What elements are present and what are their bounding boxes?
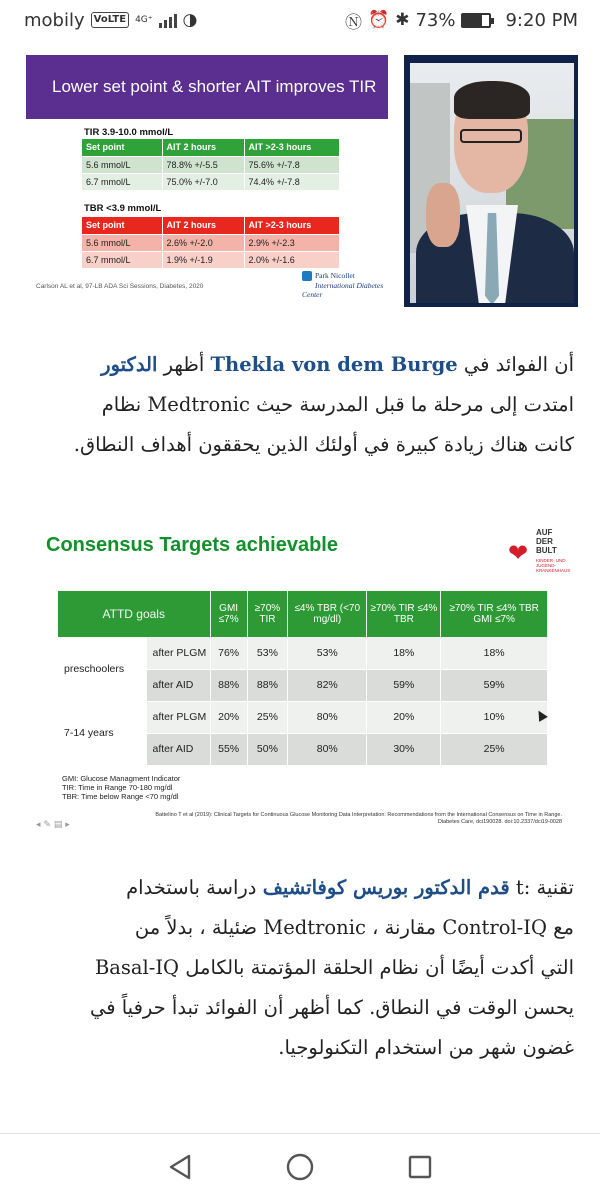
table-cell: 74.4% +/-7.8 xyxy=(244,173,340,190)
table-row xyxy=(82,251,340,268)
battery-icon xyxy=(461,13,491,28)
table-cell: 20% xyxy=(367,701,441,733)
next-slide-icon[interactable]: ▸ xyxy=(65,820,70,830)
table-cell: 75.0% +/-7.0 xyxy=(162,173,244,190)
table-cell: 88% xyxy=(247,669,287,701)
network-type: 4G⁺ xyxy=(135,14,153,25)
table-header-row xyxy=(82,217,340,234)
slide2-citation xyxy=(142,812,562,826)
paragraph-line: كانت هناك زيادة كبيرة في أولئك الذين يحققون أهداف النطاق. xyxy=(73,433,574,456)
row-label: after AID xyxy=(146,669,210,701)
video-screenshot[interactable] xyxy=(26,55,578,307)
slide1-title: Lower set point & shorter AIT improves TIR xyxy=(26,55,388,119)
table-header-row xyxy=(58,591,548,637)
tir-table-title: TIR 3.9-10.0 mmol/L xyxy=(84,127,174,138)
table-cell: 10% xyxy=(441,701,548,733)
table-header-cell: ATTD goals xyxy=(58,591,210,637)
table-header-cell: AIT 2 hours xyxy=(162,139,244,156)
webcam-feed xyxy=(410,63,574,303)
table-header-cell: Set point xyxy=(82,217,162,234)
table-cell: 53% xyxy=(247,637,287,669)
article-paragraph-2 xyxy=(26,868,574,1068)
table-cell: 78.8% +/-5.5 xyxy=(162,156,244,173)
back-button[interactable] xyxy=(160,1147,200,1187)
row-label: after AID xyxy=(146,733,210,765)
speaker-hand xyxy=(426,183,460,247)
table-row xyxy=(82,173,340,190)
status-bar xyxy=(0,0,600,40)
slide-tir xyxy=(26,55,404,307)
nfc-icon: Ⓝ xyxy=(345,12,363,33)
table-cell: 53% xyxy=(288,637,367,669)
back-icon xyxy=(167,1153,193,1181)
table-cell: 59% xyxy=(441,669,548,701)
row-label: after PLGM xyxy=(146,701,210,733)
table-cell: 20% xyxy=(210,701,247,733)
tir-table xyxy=(82,139,340,191)
article-paragraph-1 xyxy=(26,345,574,465)
logo-word: AUF xyxy=(536,528,553,537)
slide2-footnotes xyxy=(62,774,180,801)
table-header-cell: ≥70% TIR ≤4% TBR GMI ≤7% xyxy=(441,591,548,637)
table-cell: 30% xyxy=(367,733,441,765)
logo-line1: Park Nicollet xyxy=(315,271,355,280)
slide2-title: Consensus Targets achievable xyxy=(46,534,338,556)
logo-mark-icon xyxy=(302,271,312,281)
auf-der-bult-logo xyxy=(506,526,571,582)
clock: 9:20 PM xyxy=(505,9,578,31)
table-header-cell: Set point xyxy=(82,139,162,156)
data-saver-icon: ◑ xyxy=(182,10,198,30)
logo-sub-line: KINDER- UND xyxy=(536,558,566,563)
recents-button[interactable] xyxy=(400,1147,440,1187)
home-button[interactable] xyxy=(280,1147,320,1187)
table-cell: 5.6 mmol/L xyxy=(82,234,162,251)
home-icon xyxy=(285,1152,315,1182)
table-cell: 88% xyxy=(210,669,247,701)
navigation-bar xyxy=(0,1134,600,1200)
footnote: GMI: Glucose Managment Indicator xyxy=(62,774,181,783)
title-link[interactable]: الدكتور xyxy=(101,353,158,376)
table-row xyxy=(82,234,340,251)
paragraph-line xyxy=(26,345,574,385)
table-header-row xyxy=(82,139,340,156)
table-header-cell: AIT >2-3 hours xyxy=(244,217,340,234)
edit-icon[interactable]: ✎ xyxy=(43,820,51,830)
table-cell: 76% xyxy=(210,637,247,669)
slide1-citation: Carlson AL et al, 97-LB ADA Sci Sessions, Diabetes, 2020 xyxy=(36,283,204,290)
speaker-glasses xyxy=(460,129,522,143)
table-header-cell: AIT 2 hours xyxy=(162,217,244,234)
table-cell: 5.6 mmol/L xyxy=(82,156,162,173)
table-cell: 18% xyxy=(367,637,441,669)
heart-icon: ❤ xyxy=(508,539,529,567)
citation-line: Diabetes Care, dci190028. doi:10.2337/dci19-0028 xyxy=(437,819,562,825)
author-link[interactable]: قدم الدكتور بوريس كوفاتشيف xyxy=(262,876,510,899)
text-span: دراسة باستخدام xyxy=(126,876,263,899)
text-span: تقنية :t xyxy=(509,876,574,899)
logo-sub-line: JUGEND- xyxy=(536,563,556,568)
table-cell: 18% xyxy=(441,637,548,669)
citation-line: Battelino T et al (2019): Clinical Targets for Continuous Glucose Monitoring Data Interpretation: Recommendations from the International Consensus on Time in Range. xyxy=(155,812,562,818)
slides-icon[interactable]: ▤ xyxy=(53,820,63,830)
group-label: preschoolers xyxy=(58,637,146,701)
table-header-cell: AIT >2-3 hours xyxy=(244,139,340,156)
table-header-cell: GMI ≤7% xyxy=(210,591,247,637)
carrier-name: mobily xyxy=(24,9,85,31)
table-cell: 80% xyxy=(288,701,367,733)
slide-toolbar[interactable] xyxy=(36,820,70,830)
footnote: TIR: Time in Range 70-180 mg/dl xyxy=(62,783,173,792)
recents-icon xyxy=(407,1154,433,1180)
battery-percent: 73% xyxy=(415,9,456,31)
logo-subtitle xyxy=(536,558,570,573)
logo-line2: International Diabetes Center xyxy=(302,281,384,300)
table-cell: 2.6% +/-2.0 xyxy=(162,234,244,251)
prev-slide-icon[interactable]: ◂ xyxy=(36,820,41,830)
table-cell: 50% xyxy=(247,733,287,765)
attd-goals-table xyxy=(58,591,548,766)
paragraph-line: غضون شهر من استخدام التكنولوجيا. xyxy=(278,1036,574,1059)
alarm-icon: ⏰ xyxy=(368,10,390,30)
table-cell: 2.0% +/-1.6 xyxy=(244,251,340,268)
signal-icon xyxy=(159,12,177,28)
park-nicollet-logo xyxy=(302,271,404,299)
logo-sub-line: KRANKENHAUS xyxy=(536,568,571,573)
bluetooth-icon: ✱ xyxy=(395,10,410,30)
author-link[interactable]: Thekla von dem Burge xyxy=(210,353,458,376)
table-row xyxy=(82,156,340,173)
paragraph-line: التي أكدت أيضًا أن نظام الحلقة المؤتمتة بالكامل Basal-IQ xyxy=(94,956,574,979)
table-header-cell: ≤4% TBR (<70 mg/dl) xyxy=(288,591,367,637)
text-span: أن الفوائد في xyxy=(457,353,574,376)
paragraph-line xyxy=(26,868,574,908)
speaker-hair xyxy=(454,81,530,119)
table-cell: 25% xyxy=(441,733,548,765)
table-cell: 59% xyxy=(367,669,441,701)
table-cell: 6.7 mmol/L xyxy=(82,173,162,190)
table-row xyxy=(58,637,548,669)
table-cell: 1.9% +/-1.9 xyxy=(162,251,244,268)
table-cell: 55% xyxy=(210,733,247,765)
tbr-table-title: TBR <3.9 mmol/L xyxy=(84,203,162,214)
row-label: after PLGM xyxy=(146,637,210,669)
tbr-table xyxy=(82,217,340,269)
logo-word: BULT xyxy=(536,546,557,555)
table-header-cell: ≥70% TIR ≤4% TBR xyxy=(367,591,441,637)
battery-fill xyxy=(463,15,482,26)
slide-consensus-targets[interactable] xyxy=(22,518,578,836)
table-cell: 6.7 mmol/L xyxy=(82,251,162,268)
table-header-cell: ≥70% TIR xyxy=(247,591,287,637)
table-row xyxy=(58,701,548,733)
paragraph-line: مع Control-IQ مقارنة ، Medtronic ضئيلة ، بدلاً من xyxy=(134,916,574,939)
table-cell: 25% xyxy=(247,701,287,733)
logo-word: DER xyxy=(536,537,553,546)
volte-badge: VoLTE xyxy=(91,12,129,28)
paragraph-line: يحسن الوقت في النطاق. كما أظهر أن الفوائد تبدأ حرفياً في xyxy=(89,996,574,1019)
table-cell: 75.6% +/-7.8 xyxy=(244,156,340,173)
table-cell: 80% xyxy=(288,733,367,765)
logo-text xyxy=(536,528,557,555)
footnote: TBR: Time below Range <70 mg/dl xyxy=(62,792,179,801)
paragraph-line: امتدت إلى مرحلة ما قبل المدرسة حيث Medtronic نظام xyxy=(101,393,574,416)
table-cell: 82% xyxy=(288,669,367,701)
table-cell: 2.9% +/-2.3 xyxy=(244,234,340,251)
text-span: أظهر xyxy=(157,353,211,376)
group-label: 7-14 years xyxy=(58,701,146,765)
